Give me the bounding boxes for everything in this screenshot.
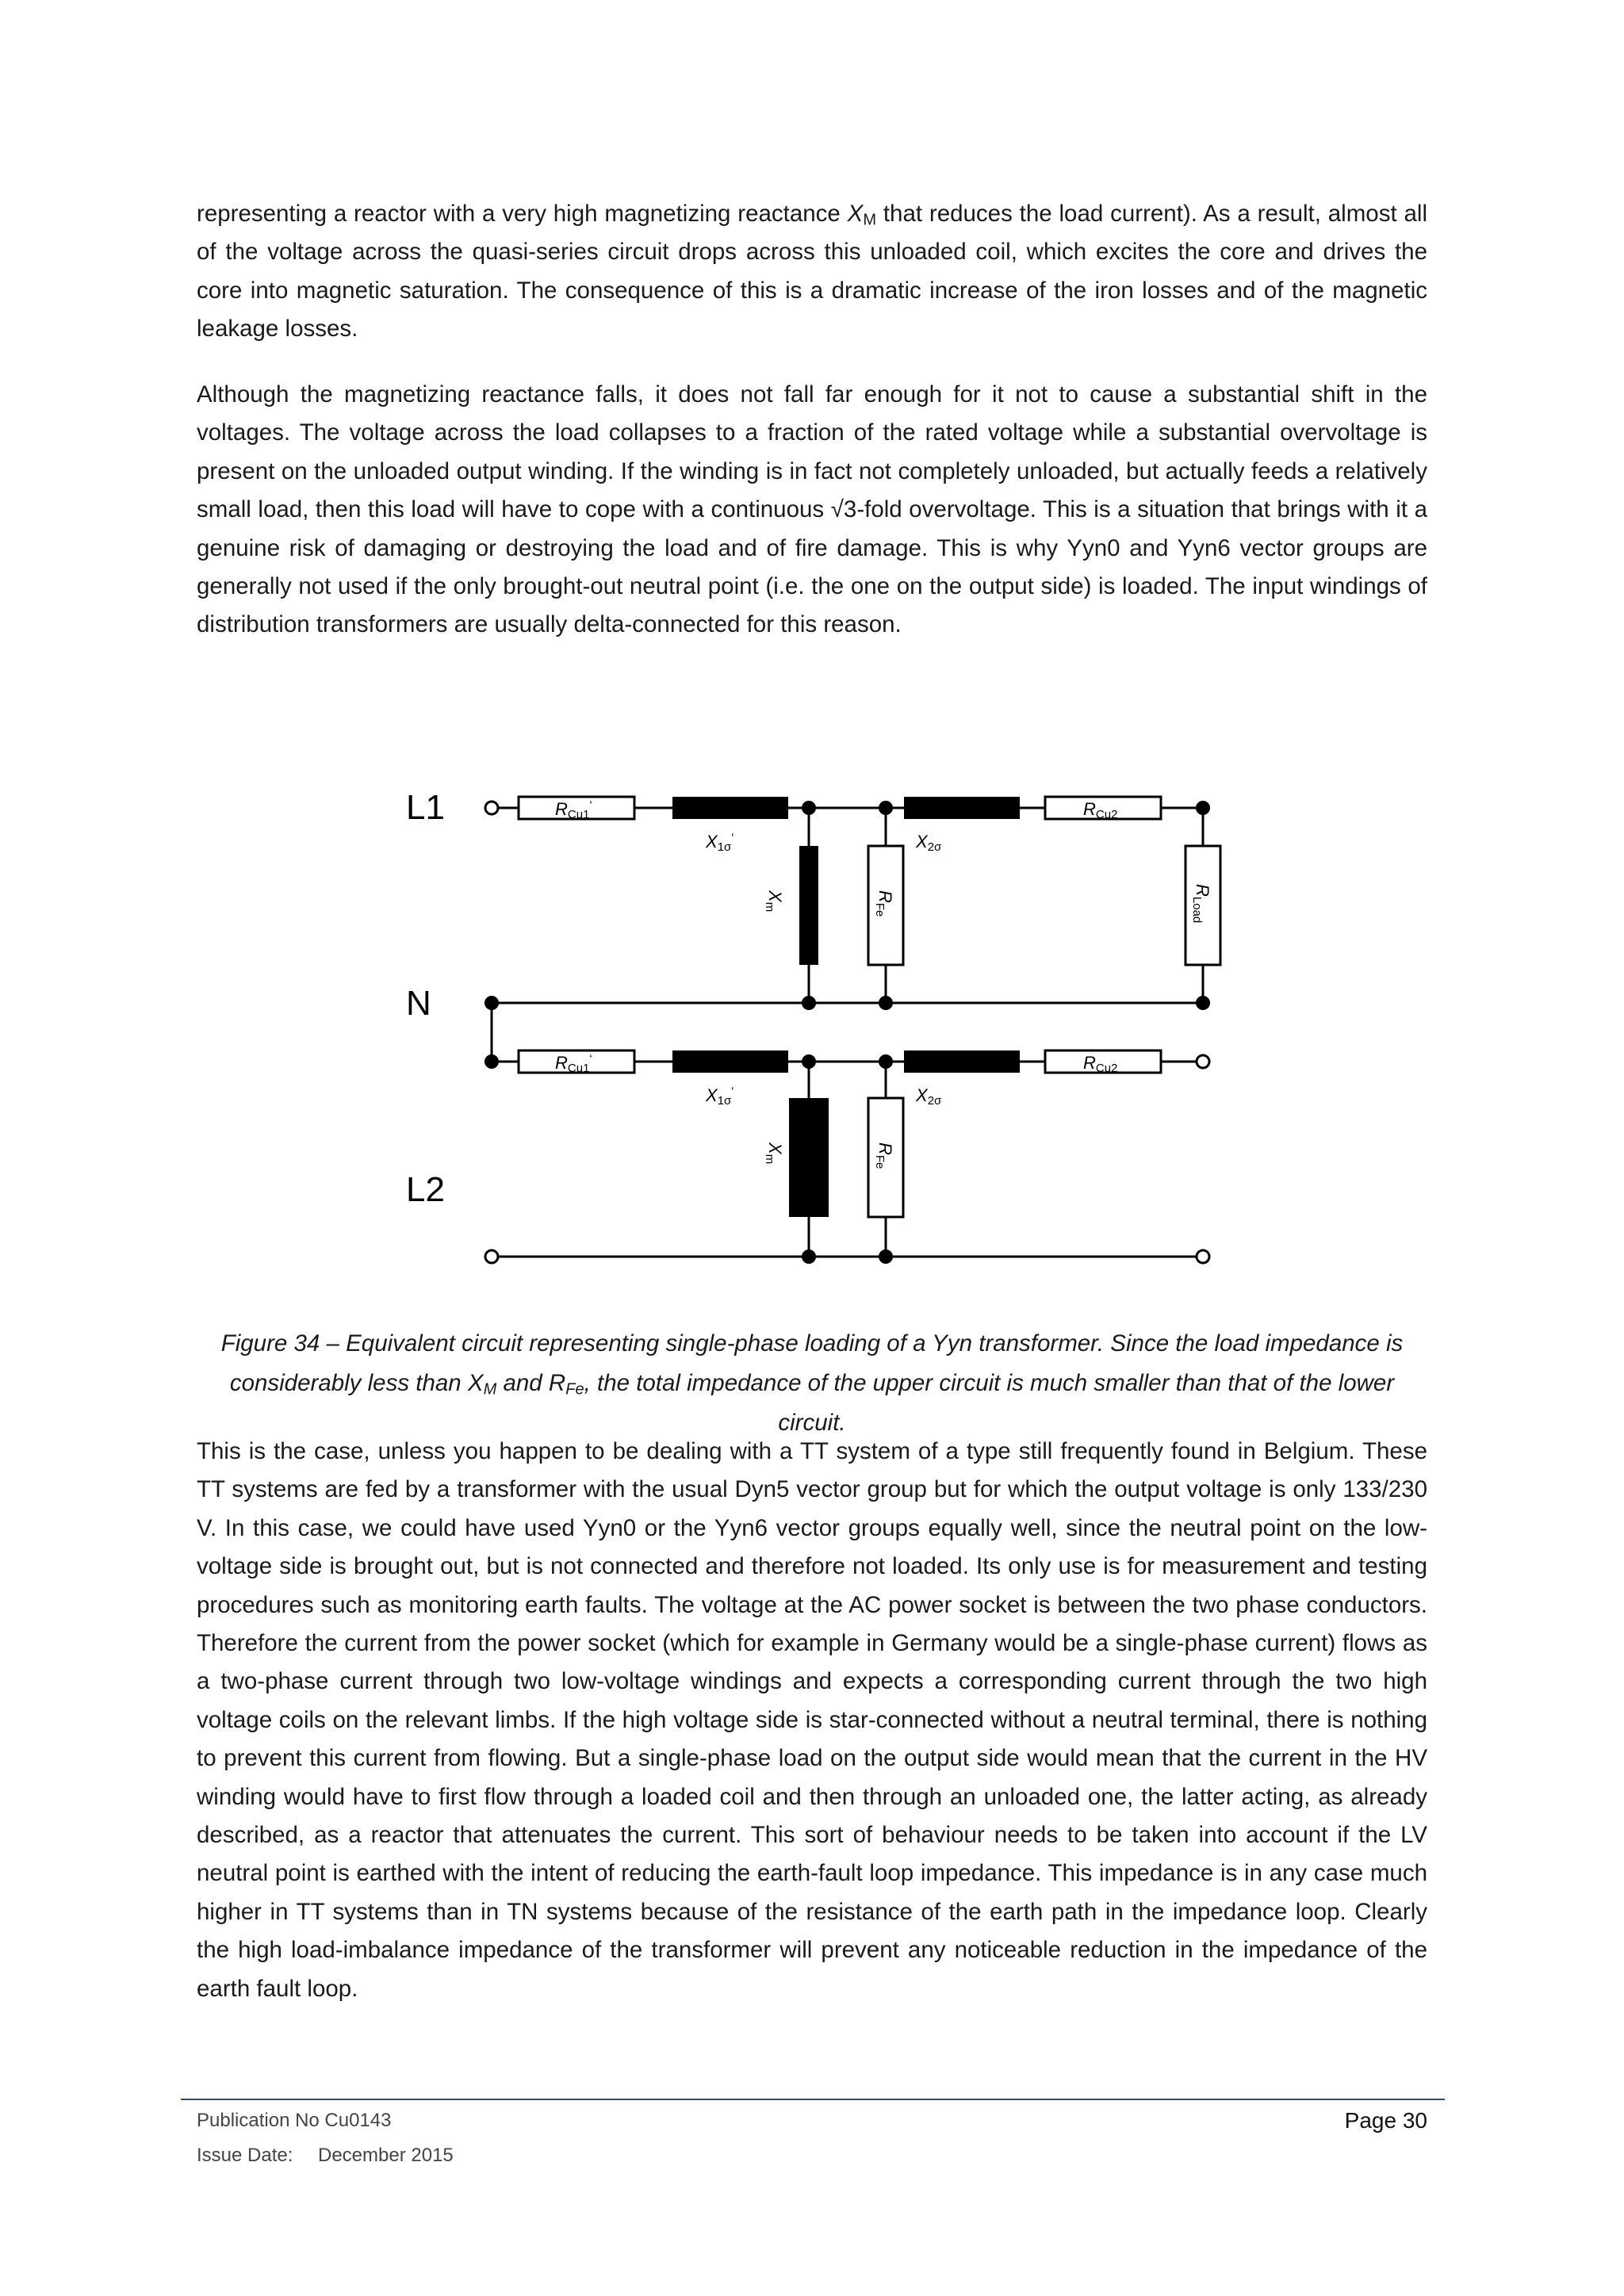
xm-lower-inductor — [789, 1098, 829, 1217]
x2-upper-inductor — [904, 797, 1020, 819]
label-rfe-lower: RFe — [873, 1142, 895, 1169]
subscript-m: M — [863, 211, 877, 229]
junction-dots — [485, 801, 1210, 1264]
open-terminals — [485, 802, 1209, 1263]
label-r-load: RLoad — [1190, 884, 1212, 924]
equivalent-circuit-figure — [396, 773, 1229, 1280]
paragraph-1: representing a reactor with a very high magnetizing reactance $X_M$ that reduces the load current). As a result, almost all of the voltage across the quasi-series circuit drops across this unloaded coil, which excites the core and drives the core into magnetic saturation. The consequence of this is a dramatic increase of the iron losses and of the magnetic leakage losses. — [197, 201, 1428, 342]
label-l2: L2 — [406, 1170, 445, 1209]
label-xm-upper: Xm — [763, 890, 785, 913]
footer-rule — [181, 2099, 1445, 2100]
paragraph-3: This is the case, unless you happen to be dealing with a TT system of a type still frequently found in Belgium. These TT systems are fed by a transformer with the usual Dyn5 vector group but for which the output voltage is only 133/230 V. In this case, we could have used Yyn0 or the Yyn6 vector groups equally well, since the neutral point on the low-voltage side is brought out, but is not connected and therefore not loaded. Its only use is for measurement and testing procedures such as monitoring earth faults. The voltage at the AC power socket is between the two phase conductors. Therefore the current from the power socket (which for example in Germany would be a single-phase current) flows as a two-phase current through two low-voltage windings and expects a corresponding current through the two high voltage coils on the relevant limbs. If the high voltage side is star-connected without a neutral terminal, there is nothing to prevent this current from flowing. But a single-phase load on the output side would mean that the current in the HV winding would have to first flow through a loaded coil and then through an unloaded one, the latter acting, as already described, as a reactor that attenuates the current. This sort of behaviour needs to be taken into account if the LV neutral point is earthed with the intent of reducing the earth-fault loop impedance. This impedance is in any case much higher in TT systems than in TN systems because of the resistance of the earth path in the impedance loop. Clearly the high load-imbalance impedance of the transformer will prevent any noticeable reduction in the impedance of the earth fault loop. — [197, 1438, 1427, 2002]
label-x2-lower: X2σ — [916, 1085, 942, 1108]
x1-lower-inductor — [672, 1050, 788, 1073]
label-r-cu2-upper: RCu2 — [1083, 799, 1118, 821]
paragraph-2: Although the magnetizing reactance falls, it does not fall far enough for it not to cause a substantial shift in the voltages. The voltage across the load collapses to a fraction of the rated voltage while a substantial overvoltage is present on the unloaded output winding. If the winding is in fact not completely unloaded, but actually feeds a relatively small load, then this load will have to cope with a continuous √3-fold overvoltage. This is a situation that brings with it a genuine risk of damaging or destroying the load and of fire damage. This is why Yyn0 and Yyn6 vector groups are generally not used if the only brought-out neutral point (i.e. the one on the output side) is loaded. The input windings of distribution transformers are usually delta-connected for this reason. — [197, 381, 1427, 638]
x2-lower-inductor — [904, 1050, 1020, 1073]
footer-issue-date: December 2015 — [318, 2145, 454, 2166]
xm-upper-inductor — [799, 846, 818, 965]
label-x1-upper: X1σ‘ — [706, 831, 734, 854]
label-n: N — [406, 984, 431, 1023]
footer-issue-label: Issue Date: — [197, 2145, 293, 2166]
label-xm-lower: Xm — [763, 1142, 785, 1165]
page-number: Page 30 — [1344, 2108, 1427, 2133]
label-x1-lower: X1σ‘ — [706, 1085, 734, 1108]
label-r-cu2-lower: RCu2 — [1083, 1053, 1118, 1075]
label-x2-upper: X2σ — [916, 832, 942, 854]
label-r-cu1-upper: RCu1‘ — [555, 798, 592, 821]
label-r-cu1-lower: RCu1‘ — [555, 1052, 592, 1075]
x1-upper-inductor — [672, 797, 788, 819]
label-rfe-upper: RFe — [873, 890, 895, 917]
symbol-x: X — [847, 201, 864, 227]
footer-publication: Publication No Cu0143 — [197, 2110, 392, 2131]
label-l1: L1 — [406, 788, 445, 827]
figure-caption: Figure 34 – Equivalent circuit representing single-phase loading of a Yyn transformer. Since the load impedance is considerably less than $X_M$ and $R_{Fe}$, the total impedance of the upper circuit is much smaller than that of the lower circuit. — [220, 1330, 1404, 1436]
